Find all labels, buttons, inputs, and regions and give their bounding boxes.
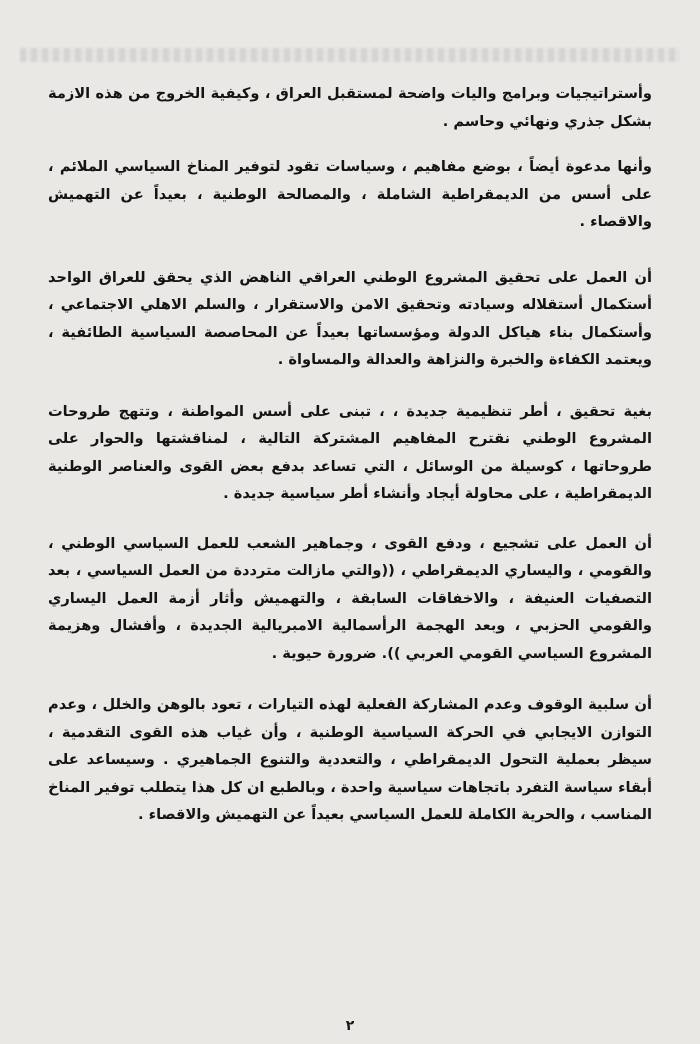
paragraph-4: بغية تحقيق ، أطر تنظيمية جديدة ، ، تبنى على أسس المواطنة ، وتتهج طروحات المشروع الوطني نقترح المفاهيم المشتركة التالية ، لمناقشتها والحوار على طروحاتها ، كوسيلة من الوسائل ، التي تساعد بدفع بعض القوى والعناصر الوطنية الديمقراطية ، على محاولة أيجاد وأنشاء أطر سياسية جديدة . <box>48 402 652 502</box>
text-body <box>48 80 652 829</box>
paragraph-5: أن العمل على تشجيع ، ودفع القوى ، وجماهير الشعب للعمل السياسي الوطني ، والقومي ، واليساري الديمقراطي ، ((والتي مازالت مترددة من العمل السياسي ، بعد التصفيات العنيفة ، والاخفاقات السابقة ، والتهميش وأثار أزمة العمل اليساري والقومي الحزبي ، وبعد الهجمة الرأسمالية الامبريالية الجديدة ، وأفشال وهزيمة المشروع السياسي القومي العربي )). ضرورة حيوية . <box>48 534 652 662</box>
paragraph-1: وأستراتيجيات وبرامج واليات واضحة لمستقبل العراق ، وكيفية الخروج من هذه الازمة بشكل جذري ونهائي وحاسم . <box>48 85 652 130</box>
paragraph-6: أن سلبية الوقوف وعدم المشاركة الفعلية لهذه التيارات ، تعود بالوهن والخلل ، وعدم التوازن الايجابي في الحركة السياسية الوطنية ، وأن غياب هذه القوى التقدمية ، سيظر بعملية التحول الديمقراطي ، والتعددية والتنوع الجماهيري . وسيساعد على أبقاء سياسة التفرد باتجاهات سياسية واحدة ، وبالطبع ان كل هذا يتطلب توفير المناخ المناسب ، والحرية الكاملة للعمل السياسي بعيداً عن التهميش والاقصاء . <box>48 696 652 823</box>
bleed-through-header <box>20 48 680 62</box>
paragraph-3: أن العمل على تحقيق المشروع الوطني العراقي الناهض الذي يحقق للعراق الواحد أستكمال أستقلاله وسيادته وتحقيق الامن والاستقرار ، والسلم الاهلي الاجتماعي ، وأستكمال بناء هياكل الدولة ومؤسساتها بعيداً عن المحاصصة السياسية الطائفية ، ويعتمد الكفاءة والخبرة والنزاهة والعدالة والمساواة . <box>48 268 652 368</box>
page-number: ٢ <box>345 1018 355 1034</box>
paragraph-2: وأنها مدعوة أيضاً ، بوضع مفاهيم ، وسياسات تقود لتوفير المناخ السياسي الملائم ، على أسس من الديمقراطية الشاملة ، والمصالحة الوطنية ، بعيداً عن التهميش والاقصاء . <box>48 158 652 230</box>
